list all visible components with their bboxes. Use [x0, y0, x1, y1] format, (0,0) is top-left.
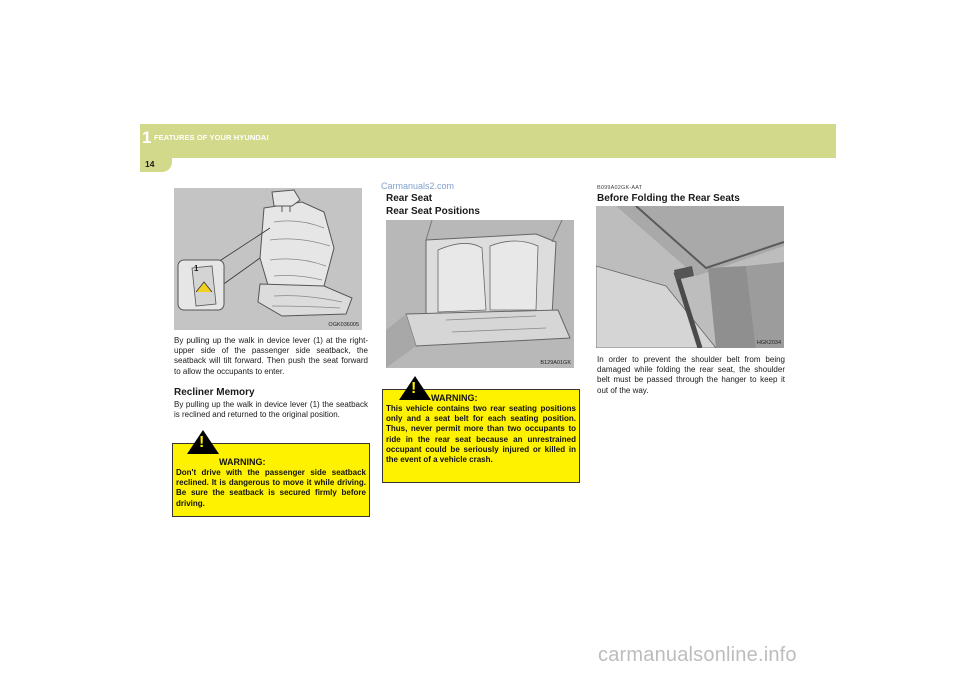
watermark-top: Carmanuals2.com	[381, 181, 455, 191]
recliner-memory-heading: Recliner Memory	[174, 387, 255, 398]
section-code: B099A02GK-AAT	[597, 185, 643, 191]
warning-box-recliner	[172, 434, 370, 517]
passenger-seat-illustration	[174, 188, 362, 330]
rear-seat-heading: Rear Seat	[386, 193, 433, 204]
page-number: 14	[145, 159, 155, 169]
rear-seat-illustration	[386, 220, 574, 368]
warning-title: WARNING:	[219, 457, 266, 467]
warning-text: This vehicle contains two rear seating positions only and a seat belt for each seating position. Thus, never permit more than two occupants to ride in the rear seat because an unrestrained occupant could be seriously injured or killed in the event of a vehicle crash.	[386, 404, 576, 465]
rear-seat-positions-heading: Rear Seat Positions	[386, 206, 480, 217]
warning-title: WARNING:	[431, 393, 478, 403]
figure-rear-seat	[386, 220, 574, 368]
chapter-title: FEATURES OF YOUR HYUNDAI	[154, 133, 269, 142]
figure-code: B129A01GK	[540, 360, 571, 366]
figure-code: HGK2034	[756, 340, 781, 346]
figure-passenger-seat	[174, 188, 362, 330]
recliner-memory-paragraph: By pulling up the walk in device lever (1) the seatback is reclined and returned to the original position.	[174, 400, 368, 420]
figure-code: OGK036005	[328, 322, 359, 328]
warning-box-rear-seat	[382, 380, 580, 483]
figure-shoulder-belt	[596, 206, 784, 348]
warning-exclamation: !	[411, 380, 417, 397]
shoulder-belt-illustration	[596, 206, 784, 348]
footer-watermark: carmanualsonline.info	[598, 644, 797, 666]
before-folding-paragraph: In order to prevent the shoulder belt from being damaged while folding the rear seat, the shoulder belt must be passed through the hanger to keep it out of the way.	[597, 355, 785, 395]
before-folding-heading: Before Folding the Rear Seats	[597, 193, 740, 204]
lever-callout-number: 1	[194, 264, 199, 273]
chapter-number: 1	[142, 128, 152, 147]
warning-exclamation: !	[199, 434, 205, 451]
warning-text: Don't drive with the passenger side seatback reclined. It is dangerous to move it while driving. Be sure the seatback is secured firmly before driving.	[176, 468, 366, 508]
walk-in-paragraph: By pulling up the walk in device lever (1) at the right-upper side of the passenger side seatback, the seatback will tilt forward. Then push the seat forward to allow the occupants to enter.	[174, 336, 368, 376]
